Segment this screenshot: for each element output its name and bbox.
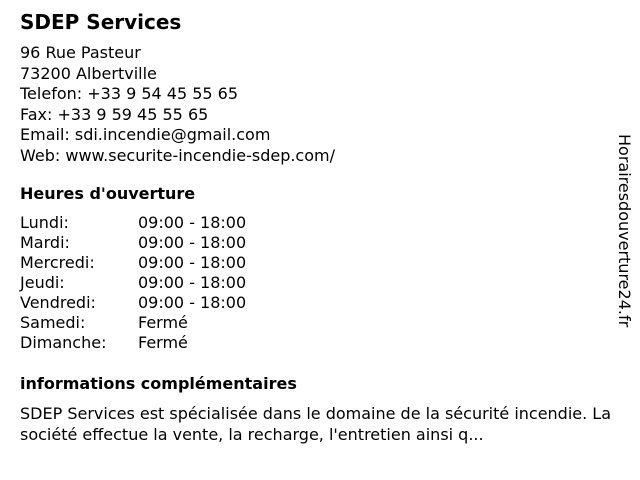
hours-time: 09:00 - 18:00 <box>138 293 247 312</box>
hours-day: Jeudi: <box>20 273 65 292</box>
address-line-2: 73200 Albertville <box>20 63 157 83</box>
business-name: SDEP Services <box>20 10 182 34</box>
hours-table <box>20 213 246 353</box>
info-heading: informations complémentaires <box>20 374 297 393</box>
hours-heading: Heures d'ouverture <box>20 184 196 203</box>
fax-line: Fax: +33 9 59 45 55 65 <box>20 104 209 124</box>
hours-row-dimanche <box>20 333 246 353</box>
hours-time: 09:00 - 18:00 <box>138 213 247 232</box>
hours-time: Fermé <box>138 333 188 352</box>
hours-row-mercredi <box>20 253 246 273</box>
site-brand-vertical: Horairesdouverture24.fr <box>615 134 634 328</box>
hours-day: Dimanche: <box>20 333 107 352</box>
hours-row-lundi <box>20 213 246 233</box>
info-description: SDEP Services est spécialisée dans le domaine de la sécurité incendie. La société effectue la vente, la recharge, l'entretien ainsi q... <box>20 404 612 444</box>
hours-day: Mercredi: <box>20 253 95 272</box>
phone-line: Telefon: +33 9 54 45 55 65 <box>20 84 239 104</box>
hours-day: Lundi: <box>20 213 69 232</box>
hours-time: Fermé <box>138 313 188 332</box>
hours-time: 09:00 - 18:00 <box>138 253 247 272</box>
web-line: Web: www.securite-incendie-sdep.com/ <box>20 145 335 165</box>
hours-time: 09:00 - 18:00 <box>138 233 247 252</box>
hours-time: 09:00 - 18:00 <box>138 273 247 292</box>
hours-day: Vendredi: <box>20 293 96 312</box>
address-line-1: 96 Rue Pasteur <box>20 43 141 62</box>
email-line: Email: sdi.incendie@gmail.com <box>20 125 271 145</box>
hours-day: Mardi: <box>20 233 70 252</box>
hours-row-samedi <box>20 313 246 333</box>
hours-day: Samedi: <box>20 313 86 332</box>
hours-row-jeudi <box>20 273 246 293</box>
contact-block <box>20 43 335 167</box>
hours-row-mardi <box>20 233 246 253</box>
hours-row-vendredi <box>20 293 246 313</box>
